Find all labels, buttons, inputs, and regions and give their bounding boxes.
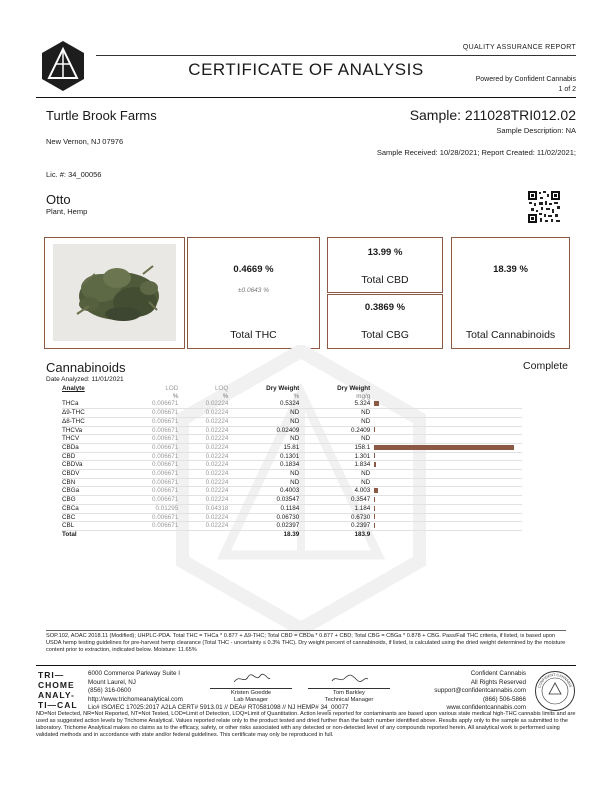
table-row — [62, 496, 522, 505]
cannabinoids-table — [62, 385, 522, 539]
bar-cell — [370, 504, 522, 513]
concentration-bar — [374, 506, 375, 511]
signer-1 — [210, 688, 292, 704]
cc-phone: (866) 506-5866 — [482, 695, 526, 703]
lod-cell: 0.006671 — [128, 478, 179, 487]
cc-website-link[interactable]: www.confidentcannabis.com — [446, 704, 526, 711]
table-row — [62, 426, 522, 435]
analyte-cell: CBL — [62, 522, 128, 531]
dry-weight-pct-cell: 15.81 — [228, 443, 299, 452]
dry-weight-pct-cell: 0.1301 — [228, 452, 299, 461]
loq-cell: 0.02224 — [178, 400, 228, 408]
unit-analyte — [62, 393, 128, 401]
loq-cell: 0.02224 — [178, 513, 228, 522]
wordmark-line: ANALY- — [38, 690, 75, 700]
bar-cell — [370, 426, 522, 435]
analyte-cell: CBD — [62, 452, 128, 461]
concentration-bar — [374, 497, 375, 502]
unit-pct: % — [293, 392, 300, 400]
loq-cell: 0.02224 — [178, 470, 228, 479]
dry-weight-mgg-cell: 0.6730 — [299, 513, 370, 522]
cc-rights: All Rights Reserved — [470, 678, 526, 686]
analyte-cell: CBN — [62, 478, 128, 487]
bar-cell — [370, 452, 522, 461]
bar-cell — [370, 417, 522, 426]
loq-cell: 0.02224 — [178, 435, 228, 444]
dry-weight-mgg-cell: 0.2397 — [299, 522, 370, 531]
analyte-cell: CBG — [62, 496, 128, 505]
qa-report-label: QUALITY ASSURANCE REPORT — [462, 44, 576, 51]
col-bar — [370, 385, 522, 393]
dry-weight-pct-cell: 0.5324 — [228, 400, 299, 408]
sample-description: Sample Description: NA — [496, 126, 576, 135]
loq-cell: 0.02224 — [178, 426, 228, 435]
concentration-bar — [374, 523, 375, 528]
cannabinoids-status: Complete — [523, 360, 568, 372]
header-rule — [96, 55, 576, 56]
concentration-bar — [374, 453, 375, 458]
qr-code-icon[interactable] — [527, 190, 561, 224]
dry-weight-mgg-cell: 0.3547 — [299, 496, 370, 505]
lod-cell: 0.01295 — [128, 504, 179, 513]
loq-cell: 0.02224 — [178, 443, 228, 452]
total-loq — [178, 530, 228, 538]
product-type: Plant, Hemp — [46, 207, 88, 216]
loq-cell: 0.02224 — [178, 452, 228, 461]
analyte-cell: THCV — [62, 435, 128, 444]
lod-cell: 0.006671 — [128, 496, 179, 505]
dry-weight-pct-cell: 0.03547 — [228, 496, 299, 505]
dry-weight-pct-cell: ND — [228, 478, 299, 487]
dry-weight-pct-cell: 0.02397 — [228, 522, 299, 531]
unit-bar — [370, 393, 522, 401]
bar-cell — [370, 496, 522, 505]
total-cbg-value: 0.3869 % — [364, 302, 406, 313]
signer-1-title: Lab Manager — [233, 697, 269, 703]
lod-cell: 0.006671 — [128, 487, 179, 496]
concentration-bar — [374, 462, 376, 467]
analyte-cell: CBGa — [62, 487, 128, 496]
signer-1-name: Kristen Goedde — [230, 690, 272, 696]
loq-cell: 0.04318 — [178, 504, 228, 513]
method-note: SOP.102, AOAC 2018.11 (Modified); UHPLC-PDA. Total THC = THCa * 0.877 + Δ9-THC; Total CBD = CBDa * 0.877 + CBD; Total CBG = CBGa * 0.878 + CBG. Pass/Fail THC criteria, if listed, is based upon USDA hemp testing guidelines for pre-harvest hemp clearance (Total THC - uncertainty ≤ 0.3% THC). Dry weight percent of cannabinoids, if listed, is calculated using the dried weight determined by the moisture content prior to extraction, indicated below. Moisture: 11.65% — [46, 630, 566, 655]
dry-weight-pct-cell: ND — [228, 470, 299, 479]
total-label: Total — [62, 530, 77, 538]
dry-weight-pct-cell: ND — [228, 409, 299, 418]
total-cannabinoids-value: 18.39 % — [493, 264, 528, 275]
bar-cell — [370, 487, 522, 496]
analyte-cell: CBC — [62, 513, 128, 522]
license-number: Lic. #: 34_00056 — [46, 170, 102, 179]
lod-cell: 0.006671 — [128, 513, 179, 522]
total-cbd-value: 13.99 % — [367, 247, 403, 258]
bar-cell — [370, 435, 522, 444]
total-bar — [370, 530, 522, 538]
disclaimer: ND=Not Detected, NR=Not Reported, NT=Not Tested, LOD=Limit of Detection, LOQ=Limit of Quantitation. Action levels reported for contaminants are based upon various state medical high-THC cannabis limits and are used as suggested action levels by Trichome Analytical. Values reported relate only to the product tested and dried further than the batch number identified above. Results apply only to the sample as submitted to the laboratory. Trichome Analytical makes no claims as to the efficacy, safety, or other risks associated with any detected or non-detected level of any compounds reported herein. All analytical work is performed using validated methods and in accordance with state and/or federal guidelines. This certificate may only be reproduced in full. — [36, 711, 576, 739]
lab-license: Lic# ISO/IEC 17025:2017 A2LA CERT# 5913.01 // DEA# RT0581098 // NJ HEMP# 34_00077 — [88, 704, 349, 711]
lab-website-link[interactable]: http://www.trichomeanalytical.com — [88, 695, 183, 703]
lod-cell: 0.006671 — [128, 435, 179, 444]
sample-photo-box — [44, 237, 185, 349]
client-name: Turtle Brook Farms — [46, 108, 157, 123]
analyte-cell: THCVa — [62, 426, 128, 435]
page-number: 1 of 2 — [558, 86, 576, 93]
svg-text:CONFIDENT CANNABIS: CONFIDENT CANNABIS — [537, 672, 573, 689]
total-thc-box — [187, 237, 320, 349]
dry-weight-mgg-cell: ND — [299, 478, 370, 487]
wordmark-line: CHOME — [38, 680, 75, 690]
bar-cell — [370, 461, 522, 470]
lab-city: Mount Laurel, NJ — [88, 678, 136, 686]
loq-cell: 0.02224 — [178, 487, 228, 496]
client-address: New Vernon, NJ 07976 — [46, 137, 124, 146]
hemp-flower-image — [53, 244, 176, 341]
dry-weight-mgg-cell: ND — [299, 409, 370, 418]
trichome-wordmark — [38, 670, 78, 710]
analyte-cell: CBDVa — [62, 461, 128, 470]
table-row — [62, 487, 522, 496]
signer-2-name: Tom Barkley — [333, 690, 365, 696]
bar-cell — [370, 522, 522, 531]
lod-cell: 0.006671 — [128, 426, 179, 435]
unit-mgg: mg/g — [356, 392, 371, 400]
loq-cell: 0.02224 — [178, 461, 228, 470]
total-cbd-label: Total CBD — [361, 274, 409, 286]
dry-weight-pct-cell: 0.4003 — [228, 487, 299, 496]
loq-cell: 0.02224 — [178, 409, 228, 418]
table-row — [62, 409, 522, 418]
loq-cell: 0.02224 — [178, 478, 228, 487]
dry-weight-mgg-cell: 1.834 — [299, 461, 370, 470]
table-row — [62, 461, 522, 470]
bar-cell — [370, 400, 522, 408]
dry-weight-mgg-cell: 158.1 — [299, 443, 370, 452]
dry-weight-pct-cell: 0.06730 — [228, 513, 299, 522]
dry-weight-pct-cell: 0.02409 — [228, 426, 299, 435]
table-units-row — [62, 393, 522, 401]
unit-lod: % — [172, 392, 179, 400]
lod-cell: 0.006671 — [128, 522, 179, 531]
table-row — [62, 400, 522, 408]
wordmark-line: TI—CAL — [38, 700, 78, 710]
concentration-bar — [374, 445, 514, 450]
signature-technical-manager — [308, 670, 390, 704]
signature-lab-manager — [210, 670, 292, 704]
cc-email-link[interactable]: support@confidentcannabis.com — [434, 687, 526, 694]
concentration-bar — [374, 488, 378, 493]
analyte-cell: Δ9-THC — [62, 409, 128, 418]
total-cbg-box — [327, 294, 443, 349]
bar-cell — [370, 478, 522, 487]
header-divider — [36, 97, 576, 98]
analyte-cell: THCa — [62, 400, 128, 408]
page-title: CERTIFICATE OF ANALYSIS — [188, 60, 424, 79]
total-thc-label: Total THC — [230, 329, 277, 341]
lod-cell: 0.006671 — [128, 452, 179, 461]
total-cbg-label: Total CBG — [361, 329, 409, 341]
analyte-cell: CBDV — [62, 470, 128, 479]
table-row — [62, 513, 522, 522]
bar-cell — [370, 513, 522, 522]
signature-scribble — [232, 672, 272, 686]
col-lod: LOD — [165, 385, 179, 392]
unit-loq: % — [222, 392, 229, 400]
total-cannabinoids-label: Total Cannabinoids — [465, 329, 556, 341]
powered-by-text: Powered by Confident Cannabis — [475, 76, 576, 83]
loq-cell: 0.02224 — [178, 417, 228, 426]
date-analyzed: Date Analyzed: 11/01/2021 — [46, 376, 124, 383]
loq-cell: 0.02224 — [178, 496, 228, 505]
analyte-cell: Δ8-THC — [62, 417, 128, 426]
total-mgg: 183.9 — [354, 530, 371, 538]
table-row — [62, 435, 522, 444]
lod-cell: 0.006671 — [128, 443, 179, 452]
total-pct: 18.39 — [283, 530, 300, 538]
sample-dates: Sample Received: 10/28/2021; Report Created: 11/02/2021; — [376, 148, 576, 157]
sample-id: Sample: 211028TRI012.02 — [409, 107, 576, 123]
cannabinoids-table-body — [62, 400, 522, 530]
wordmark-line: TRI— — [38, 670, 65, 680]
dry-weight-mgg-cell: ND — [299, 470, 370, 479]
analyte-cell: CBCa — [62, 504, 128, 513]
dry-weight-mgg-cell: 4.003 — [299, 487, 370, 496]
dry-weight-pct-cell: 0.1184 — [228, 504, 299, 513]
footer-divider — [36, 665, 576, 666]
col-loq: LOQ — [215, 385, 229, 392]
table-row — [62, 504, 522, 513]
table-header-row — [62, 385, 522, 393]
total-cannabinoids-box — [451, 237, 570, 349]
lod-cell: 0.006671 — [128, 400, 179, 408]
total-lod — [128, 530, 179, 538]
product-name: Otto — [46, 192, 71, 207]
lod-cell: 0.006671 — [128, 409, 179, 418]
table-row — [62, 522, 522, 531]
powered-by — [476, 75, 576, 95]
signer-2 — [308, 688, 390, 704]
cc-name: Confident Cannabis — [470, 670, 526, 677]
total-row — [62, 530, 522, 538]
dry-weight-mgg-cell: 1.184 — [299, 504, 370, 513]
concentration-bar — [374, 514, 375, 519]
cannabinoids-heading: Cannabinoids — [46, 360, 126, 375]
table-row — [62, 417, 522, 426]
sample-photo — [53, 244, 176, 341]
bar-cell — [370, 443, 522, 452]
total-cbd-box — [327, 237, 443, 293]
dry-weight-pct-cell: 0.1834 — [228, 461, 299, 470]
concentration-bar — [374, 427, 375, 432]
lod-cell: 0.006671 — [128, 461, 179, 470]
bar-cell — [370, 470, 522, 479]
dry-weight-pct-cell: ND — [228, 435, 299, 444]
cc-contact — [434, 670, 526, 713]
col-analyte: Analyte — [62, 385, 85, 392]
lab-phone: (856) 316-0600 — [88, 687, 132, 694]
table-row — [62, 452, 522, 461]
dry-weight-mgg-cell: 0.2409 — [299, 426, 370, 435]
lab-street: 6000 Commerce Parkway Suite I — [88, 670, 181, 677]
loq-cell: 0.02224 — [178, 522, 228, 531]
lod-cell: 0.006671 — [128, 417, 179, 426]
table-row — [62, 470, 522, 479]
signer-2-title: Technical Manager — [324, 697, 374, 703]
table-row — [62, 443, 522, 452]
dry-weight-mgg-cell: ND — [299, 417, 370, 426]
signature-scribble — [330, 672, 370, 686]
total-thc-value: 0.4669 % — [233, 264, 274, 275]
dry-weight-pct-cell: ND — [228, 417, 299, 426]
dry-weight-mgg-cell: ND — [299, 435, 370, 444]
dry-weight-mgg-cell: 1.301 — [299, 452, 370, 461]
bar-cell — [370, 409, 522, 418]
col-dry-weight-mgg: Dry Weight — [337, 385, 371, 392]
dry-weight-mgg-cell: 5.324 — [299, 400, 370, 408]
concentration-bar — [374, 401, 379, 406]
table-row — [62, 478, 522, 487]
confident-cannabis-seal — [534, 670, 576, 712]
analyte-cell: CBDa — [62, 443, 128, 452]
lod-cell: 0.006671 — [128, 470, 179, 479]
col-dry-weight-pct: Dry Weight — [266, 385, 300, 392]
total-thc-uncertainty: ±0.0643 % — [237, 287, 270, 294]
